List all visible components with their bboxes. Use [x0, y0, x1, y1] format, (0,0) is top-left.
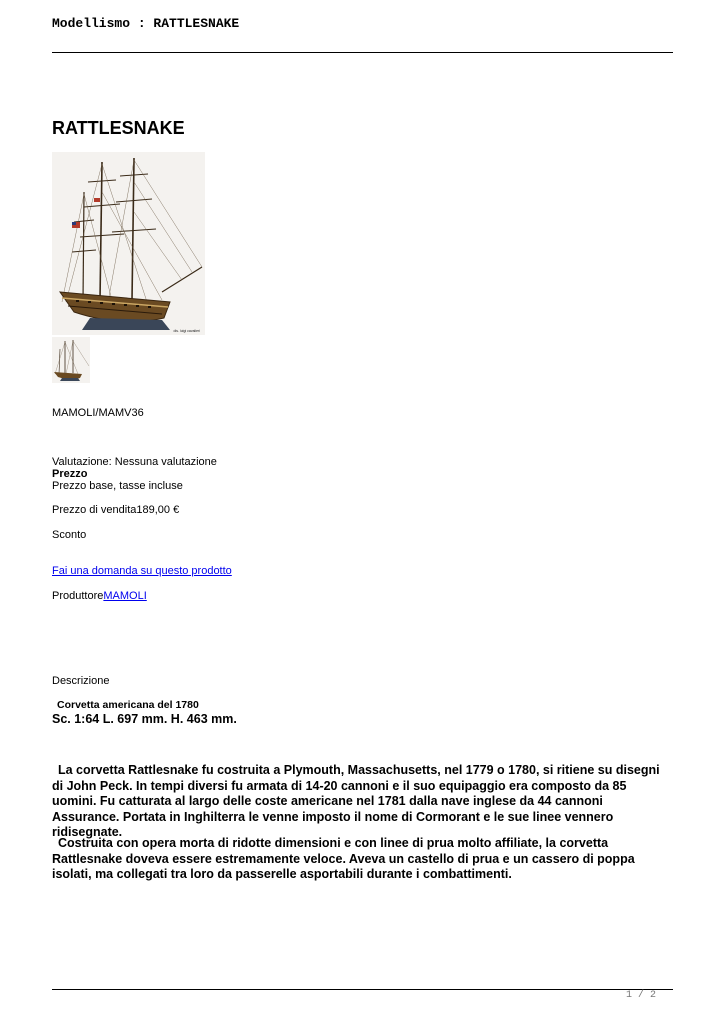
- ship-model-photo: [52, 152, 205, 335]
- manufacturer-row: [52, 590, 147, 603]
- description-subtitle: Corvetta americana del 1780: [57, 699, 199, 711]
- rating-text: Valutazione: Nessuna valutazione: [52, 456, 217, 468]
- ask-question-row: [52, 565, 232, 578]
- manufacturer-link[interactable]: MAMOLI: [103, 590, 147, 602]
- header-rule: [52, 52, 673, 53]
- sale-price-value: 189,00 €: [136, 504, 180, 516]
- running-header: Modellismo : RATTLESNAKE: [52, 16, 240, 31]
- discount-label: Sconto: [52, 529, 87, 541]
- page-number: 1 / 2: [626, 990, 657, 1001]
- product-code: MAMOLI/MAMV36: [52, 407, 144, 419]
- manufacturer-label: Produttore: [52, 590, 104, 602]
- sale-price-row: [52, 504, 179, 517]
- photo-credit: dis. luigi cavalieri: [173, 329, 200, 333]
- product-title: RATTLESNAKE: [52, 118, 185, 138]
- price-heading: Prezzo: [52, 468, 88, 480]
- description-label: Descrizione: [52, 675, 110, 687]
- price-base-label: Prezzo base, tasse incluse: [52, 480, 183, 492]
- description-paragraph: Costruita con opera morta di ridotte dimensioni e con linee di prua molto affiliate, la corvetta Rattlesnake doveva essere estremamente veloce. Aveva un castello di prua e un cassero di poppa isolati, ma collegati tra loro da passerelle asportabili durante i combattimenti.: [52, 836, 635, 881]
- ask-question-link[interactable]: Fai una domanda su questo prodotto: [52, 565, 232, 577]
- footer-rule: [52, 989, 673, 990]
- sale-price-label: Prezzo di vendita: [52, 504, 137, 516]
- ship-thumbnail[interactable]: [52, 337, 90, 383]
- description-paragraph: La corvetta Rattlesnake fu costruita a Plymouth, Massachusetts, nel 1779 o 1780, si ritiene su disegni di John Peck. In tempi diversi fu armata di 14-20 cannoni e il suo equipaggio era composto da 85 uomini. Fu catturata al largo delle coste americane nel 1781 dalla nave inglese da 44 cannoni Assurance. Portata in Inghilterra le venne imposto il nome di Cormorant e le sue linee vennero ridisegnate.: [52, 763, 660, 839]
- description-scale: Sc. 1:64 L. 697 mm. H. 463 mm.: [52, 712, 237, 726]
